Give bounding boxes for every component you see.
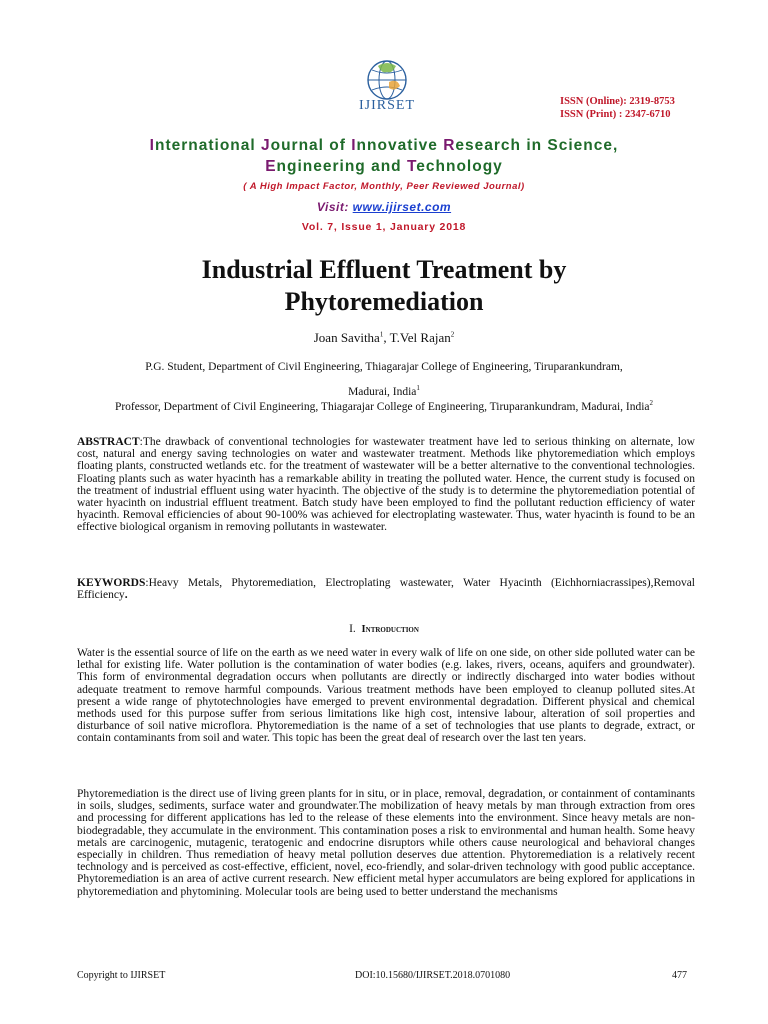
logo-text: IJIRSET xyxy=(359,98,415,113)
page-number: 477 xyxy=(672,970,687,981)
footer-copyright: Copyright to IJIRSET xyxy=(77,970,166,981)
journal-title-line2: Engineering and Technology xyxy=(265,158,503,175)
keywords-text: :Heavy Metals, Phytoremediation, Electroplating wastewater, Water Hyacinth (Eichhorniacrassipes),Removal Efficiency xyxy=(77,577,695,602)
intro-paragraph-1: Water is the essential source of life on the earth as we need water in every walk of life on one side, on other side polluted water can be lethal for existing life. Water pollution is the contamination of water bodies (e.g. lakes, rivers, oceans, aquifers and groundwater). This form of environmental degradation occurs when pollutants are directly or indirectly discharged into water bodies without adequate treatment to remove harmful compounds. Various treatment methods have been employed to cleanup polluted sites.At present a wide range of phytotechnologies have emerged to prevent environmental degradation. Different physical and chemical methods used for this purpose suffer from serious limitations like high cost, intensive labour, alteration of soil properties and disturbance of soil native microflora. Phytoremediation is the name of a set of technologies that use plants to degrade, extract, or contain contaminants from soil and water. This topic has been the great deal of research over the last ten years. xyxy=(77,647,695,745)
section-heading-introduction: I. Introduction xyxy=(349,623,419,635)
journal-title xyxy=(60,135,708,177)
abstract-label: ABSTRACT xyxy=(77,436,140,448)
affiliation-2: Professor, Department of Civil Engineering, Thiagarajar College of Engineering, Tiruparankundram, Madurai, India$^2$ xyxy=(114,399,654,413)
visit-line xyxy=(60,200,708,214)
logo-globe-icon xyxy=(342,58,432,102)
keywords: KEYWORDS:Heavy Metals, Phytoremediation, Electroplating wastewater, Water Hyacinth (Eichhorniacrassipes),Removal Efficiency. xyxy=(77,577,695,602)
footer-doi: DOI:10.15680/IJIRSET.2018.0701080 xyxy=(355,970,511,981)
author-1: Joan Savitha xyxy=(313,330,380,345)
abstract-text: :The drawback of conventional technologies for wastewater treatment have led to serious thinking on alternate, low cost, natural and energy saving technologies on water and wastewater treatment. Methods like phytoremediation which employs floating plants, constructed wetlands etc. for the treatment of wastewater will be a better alternative to the conventional technologies. Floating plants such as water hyacinth has a remarkable ability in treating the polluted water. Hence, the current study is focused on the treatment of industrial effluent using water hyacinth. The objective of the study is to determine the phytoremediation potential of water hyacinth on industrial effluent treatment. Batch study have been employed to find the pollutant reduction efficiency of water hyacinth. Removal efficiencies of about 90-100% was achieved for electroplating wastewater. Thus, water hyacinth is found to be an effective biological organism in removing pollutants in wastewater. xyxy=(77,436,695,534)
issn-block xyxy=(560,95,675,121)
journal-title-line1: International Journal of Innovative Research in Science, xyxy=(149,137,619,154)
visit-label: Visit: xyxy=(316,200,353,214)
author-2: T.Vel Rajan xyxy=(389,330,451,345)
ijirset-logo xyxy=(342,58,432,120)
keywords-label: KEYWORDS xyxy=(77,577,146,589)
journal-subtitle: ( A High Impact Factor, Monthly, Peer Reviewed Journal) xyxy=(243,181,525,192)
paper-title: Industrial Effluent Treatment by Phytoremediation xyxy=(201,255,567,316)
affiliation-1: P.G. Student, Department of Civil Engineering, Thiagarajar College of Engineering, Tiruparankundram, Madurai, India$^1$ xyxy=(145,361,623,398)
journal-website-link[interactable]: www.ijirset.com xyxy=(352,200,452,214)
abstract xyxy=(77,436,695,534)
issn-print: ISSN (Print) : 2347-6710 xyxy=(560,109,671,120)
volume-issue: Vol. 7, Issue 1, January 2018 xyxy=(301,221,467,233)
issn-online: ISSN (Online): 2319-8753 xyxy=(560,96,675,107)
intro-paragraph-2: Phytoremediation is the direct use of living green plants for in situ, or in place, removal, degradation, or containment of contaminants in soils, sludges, sediments, surface water and groundwater.The mobilization of heavy metals by man through extraction from ores and processing for different applications has led to the release of these elements into the environment. Since heavy metals are non-biodegradable, they accumulate in the environment. This contamination poses a risk to environmental and human health. Some heavy metals are carcinogenic, mutagenic, teratogenic and endocrine disruptors while others cause neurological and behavioral changes especially in children. Thus remediation of heavy metal pollution deserves due attention. Phytoremediation is a relatively recent technology and is perceived as cost-effective, efficient, novel, eco-friendly, and solar-driven technology with good public acceptance. Phytoremediation is an area of active current research. New efficient metal hyper accumulators are being explored for applications in phytoremediation and phytomining. Molecular tools are being used to better understand the mechanisms xyxy=(77,788,695,898)
authors: Joan Savitha$^1$, T.Vel Rajan$^2$ xyxy=(313,330,455,345)
